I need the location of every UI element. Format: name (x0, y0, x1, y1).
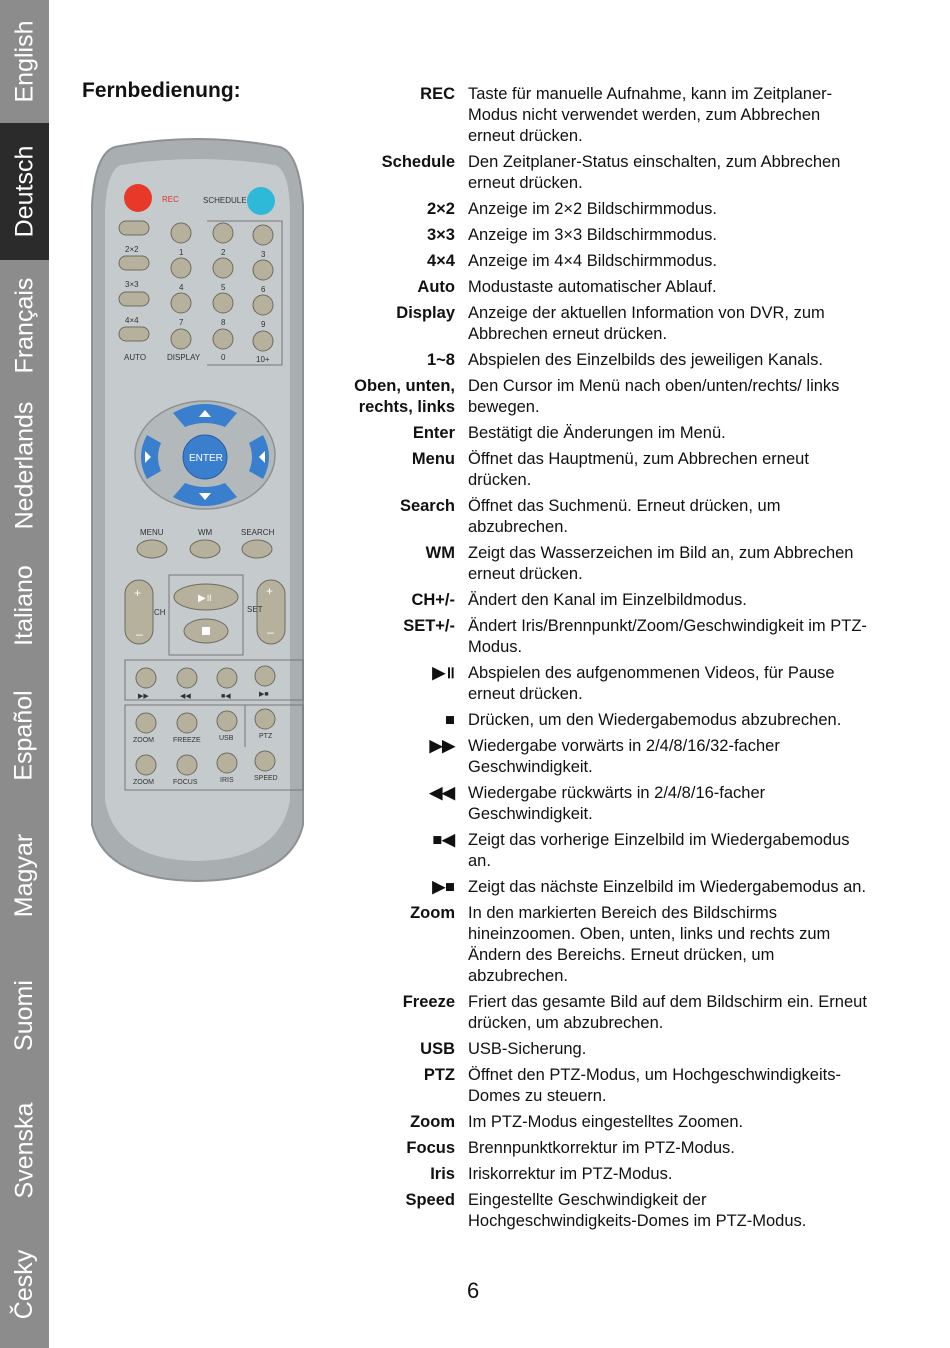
entry-key: USB (420, 1040, 455, 1058)
entry-key: ▶■ (432, 878, 455, 896)
list-item (330, 350, 870, 371)
entry-key: Freeze (402, 993, 455, 1011)
entry-description: Anzeige im 2×2 Bildschirmmodus. (468, 200, 717, 218)
svg-text:DISPLAY: DISPLAY (167, 353, 201, 362)
entry-key: Auto (417, 278, 455, 296)
list-item (330, 496, 870, 538)
list-item (330, 376, 870, 418)
list-item (330, 903, 870, 987)
tab-label: Español (10, 689, 39, 781)
tab-cesky[interactable] (0, 1220, 49, 1348)
svg-text:WM: WM (198, 528, 213, 537)
list-item (330, 616, 870, 658)
entry-key: PTZ (423, 1066, 455, 1084)
entry-description: Öffnet den PTZ-Modus, um Hochgeschwindigkeits-Domes zu steuern. (468, 1066, 841, 1105)
list-item (330, 199, 870, 220)
entry-description: Zeigt das Wasserzeichen im Bild an, zum Abbrechen erneut drücken. (468, 544, 854, 583)
entry-key: ■ (445, 711, 455, 729)
svg-text:▶▶: ▶▶ (138, 693, 149, 700)
svg-text:◀◀: ◀◀ (180, 693, 191, 700)
entry-key: Enter (412, 424, 455, 442)
list-item (330, 1065, 870, 1107)
svg-text:ZOOM: ZOOM (133, 779, 154, 786)
entry-description: Anzeige im 4×4 Bildschirmmodus. (468, 252, 717, 270)
list-item (330, 423, 870, 444)
svg-text:10+: 10+ (256, 355, 270, 364)
svg-text:SPEED: SPEED (254, 775, 278, 782)
page-heading: Fernbedienung: (82, 79, 241, 102)
tab-label: Magyar (10, 833, 38, 917)
entry-description: Abspielen des aufgenommenen Videos, für Pause erneut drücken. (468, 664, 835, 703)
entry-description: Bestätigt die Änderungen im Menü. (468, 424, 726, 442)
key-description-list (330, 84, 870, 1237)
entry-key: Oben, unten, rechts, links (354, 377, 455, 416)
list-item (330, 303, 870, 345)
svg-text:2: 2 (221, 248, 226, 257)
list-item (330, 1112, 870, 1133)
svg-text:SET: SET (247, 605, 263, 614)
entry-key: Schedule (381, 153, 455, 171)
svg-text:–: – (136, 627, 143, 641)
svg-text:IRIS: IRIS (220, 777, 234, 784)
rec-label: REC (162, 195, 179, 204)
entry-description: Zeigt das nächste Einzelbild im Wiedergabemodus an. (468, 878, 867, 896)
entry-key: WM (425, 544, 455, 562)
svg-text:▶■: ▶■ (259, 691, 269, 698)
entry-key: ▶▶ (429, 737, 455, 755)
svg-text:+: + (134, 586, 142, 600)
language-sidebar (0, 0, 49, 1348)
svg-text:USB: USB (219, 735, 234, 742)
tab-svenska[interactable] (0, 1080, 49, 1220)
list-item (330, 251, 870, 272)
list-item (330, 830, 870, 872)
list-item (330, 543, 870, 585)
entry-key: CH+/- (411, 591, 455, 609)
page-number: 6 (467, 1278, 480, 1303)
entry-description: Zeigt das vorherige Einzelbild im Wiedergabemodus an. (468, 831, 850, 870)
tab-label: Italiano (10, 564, 38, 646)
list-item (330, 225, 870, 246)
tab-deutsch[interactable] (0, 123, 49, 260)
entry-description: Im PTZ-Modus eingestelltes Zoomen. (468, 1113, 744, 1131)
svg-text:FOCUS: FOCUS (173, 779, 198, 786)
entry-description: USB-Sicherung. (468, 1040, 587, 1058)
svg-text:4: 4 (179, 283, 184, 292)
entry-key: Iris (430, 1165, 455, 1183)
entry-description: Modustaste automatischer Ablauf. (468, 278, 717, 296)
entry-description: In den markierten Bereich des Bildschirms hineinzoomen. Oben, unten, links und rechts zum Ändern des Bereichs. Erneut drücken, um abzubrechen. (468, 904, 831, 985)
svg-text:PTZ: PTZ (259, 733, 273, 740)
list-item (330, 710, 870, 731)
list-item (330, 1164, 870, 1185)
list-item (330, 590, 870, 611)
svg-text:FREEZE: FREEZE (173, 737, 201, 744)
tab-label: Français (10, 277, 38, 373)
tab-suomi[interactable] (0, 950, 49, 1080)
list-item (330, 783, 870, 825)
entry-key: SET+/- (403, 617, 455, 635)
entry-description: Abspielen des Einzelbilds des jeweiligen Kanals. (468, 351, 823, 369)
entry-key: Menu (411, 450, 455, 468)
tab-label: Svenska (10, 1102, 39, 1198)
entry-key: REC (420, 85, 455, 103)
entry-description: Iriskorrektur im PTZ-Modus. (468, 1165, 673, 1183)
svg-text:+: + (266, 584, 274, 598)
remote-control-image (85, 135, 310, 885)
list-item (330, 877, 870, 898)
entry-description: Drücken, um den Wiedergabemodus abzubrechen. (468, 711, 842, 729)
list-item (330, 1190, 870, 1232)
tab-magyar[interactable] (0, 800, 49, 950)
list-item (330, 663, 870, 705)
tab-label: Česky (10, 1249, 38, 1319)
entry-description: Friert das gesamte Bild auf dem Bildschirm ein. Erneut drücken, um abzubrechen. (468, 993, 867, 1032)
list-item (330, 1138, 870, 1159)
list-item (330, 84, 870, 147)
svg-text:▶॥: ▶॥ (198, 593, 212, 604)
list-item (330, 449, 870, 491)
entry-description: Öffnet das Suchmenü. Erneut drücken, um abzubrechen. (468, 497, 781, 536)
svg-text:0: 0 (221, 353, 226, 362)
entry-description: Den Zeitplaner-Status einschalten, zum Abbrechen erneut drücken. (468, 153, 841, 192)
svg-text:CH: CH (154, 608, 166, 617)
tab-label: Suomi (10, 979, 38, 1051)
svg-text:9: 9 (261, 320, 266, 329)
entry-description: Taste für manuelle Aufnahme, kann im Zeitplaner-Modus nicht verwendet werden, zum Abbrechen erneut drücken. (468, 85, 833, 145)
svg-text:MENU: MENU (140, 528, 164, 537)
entry-description: Wiedergabe vorwärts in 2/4/8/16/32-facher Geschwindigkeit. (468, 737, 780, 776)
entry-key: Search (399, 497, 455, 515)
tab-espanol[interactable] (0, 670, 49, 800)
svg-text:–: – (267, 625, 274, 639)
svg-text:AUTO: AUTO (124, 353, 147, 362)
tab-label: English (10, 20, 38, 103)
entry-description: Anzeige im 3×3 Bildschirmmodus. (468, 226, 717, 244)
tab-francais[interactable] (0, 260, 49, 390)
entry-description: Wiedergabe rückwärts in 2/4/8/16-facher Geschwindigkeit. (468, 784, 766, 823)
entry-key: Zoom (410, 904, 455, 922)
tab-italiano[interactable] (0, 540, 49, 670)
enter-label: ENTER (189, 453, 223, 464)
svg-text:7: 7 (179, 318, 184, 327)
entry-description: Brennpunktkorrektur im PTZ-Modus. (468, 1139, 735, 1157)
list-item (330, 152, 870, 194)
svg-text:8: 8 (221, 318, 226, 327)
entry-description: Öffnet das Hauptmenü, zum Abbrechen erneut drücken. (468, 450, 809, 489)
svg-text:ZOOM: ZOOM (133, 737, 154, 744)
svg-text:6: 6 (261, 285, 266, 294)
entry-key: ◀◀ (429, 784, 455, 802)
entry-key: ■◀ (432, 831, 455, 849)
tab-label: Deutsch (10, 145, 38, 238)
svg-text:5: 5 (221, 283, 226, 292)
entry-description: Anzeige der aktuellen Information von DVR, zum Abbrechen erneut drücken. (468, 304, 825, 343)
svg-text:2×2: 2×2 (125, 245, 139, 254)
entry-key: 4×4 (427, 252, 455, 270)
svg-text:1: 1 (179, 248, 184, 257)
entry-key: Zoom (410, 1113, 455, 1131)
entry-description: Eingestellte Geschwindigkeit der Hochgeschwindigkeits-Domes im PTZ-Modus. (468, 1191, 807, 1230)
entry-key: Speed (405, 1191, 455, 1209)
entry-key: 1~8 (427, 351, 455, 369)
svg-text:■◀: ■◀ (221, 693, 231, 700)
rec-button (124, 184, 152, 212)
svg-text:4×4: 4×4 (125, 316, 139, 325)
tab-english[interactable] (0, 0, 49, 123)
list-item (330, 1039, 870, 1060)
list-item (330, 992, 870, 1034)
entry-key: ▶॥ (432, 664, 455, 682)
svg-text:SEARCH: SEARCH (241, 528, 275, 537)
schedule-button (247, 187, 275, 215)
tab-nederlands[interactable] (0, 390, 49, 540)
schedule-label: SCHEDULE (203, 196, 247, 205)
list-item (330, 736, 870, 778)
entry-description: Ändert den Kanal im Einzelbildmodus. (468, 591, 747, 609)
tab-label: Nederlands (10, 401, 39, 529)
entry-description: Ändert Iris/Brennpunkt/Zoom/Geschwindigkeit im PTZ-Modus. (468, 617, 867, 656)
entry-description: Den Cursor im Menü nach oben/unten/rechts/ links bewegen. (468, 377, 840, 416)
entry-key: Display (396, 304, 455, 322)
svg-text:3: 3 (261, 250, 266, 259)
entry-key: 2×2 (427, 200, 455, 218)
entry-key: Focus (406, 1139, 455, 1157)
list-item (330, 277, 870, 298)
entry-key: 3×3 (427, 226, 455, 244)
svg-text:3×3: 3×3 (125, 280, 139, 289)
